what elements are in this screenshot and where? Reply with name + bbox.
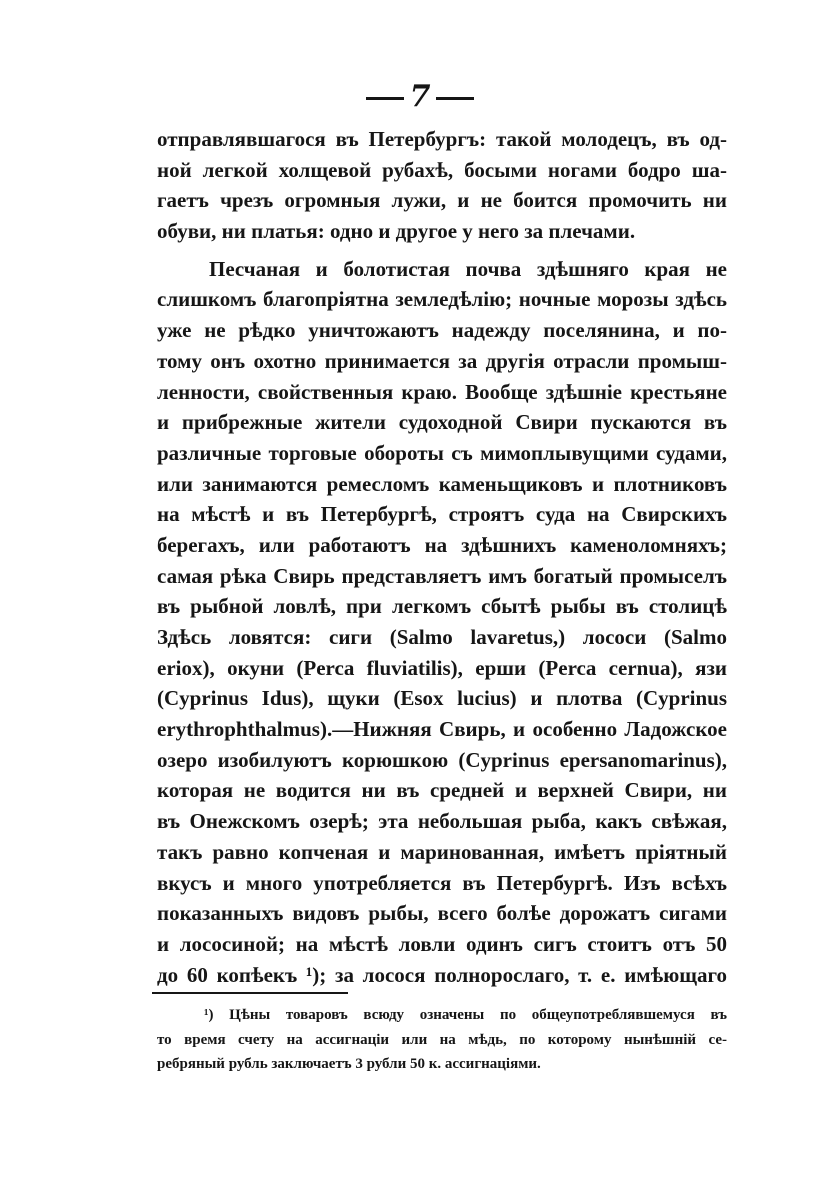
text-line: до 60 копѣекъ ¹); за лосося полнорослаго, т. е. имѣющаго xyxy=(157,962,727,987)
text-line: различные торговые обороты съ мимоплывущими судами, xyxy=(157,440,727,465)
text-line: озеро изобилуютъ корюшкою (Cyprinus epersanomarinus), xyxy=(157,747,727,772)
text-line: въ Онежскомъ озерѣ; эта небольшая рыба, какъ свѣжая, xyxy=(157,809,727,834)
text-line: и лососиной; на мѣстѣ ловли одинъ сигъ стоитъ отъ 50 xyxy=(157,931,727,956)
text-line: самая рѣка Свирь представляетъ имъ богатый промыселъ xyxy=(157,563,727,588)
text-line: Здѣсь ловятся: сиги (Salmo lavaretus,) лососи (Salmo xyxy=(157,625,727,649)
text-line: слишкомъ благопріятна земледѣлію; ночные морозы здѣсь xyxy=(157,287,727,312)
footnote-line: ¹) Цѣны товаровъ всюду означены по общеупотреблявшемуся въ xyxy=(204,1007,727,1023)
text-line: въ рыбной ловлѣ, при легкомъ сбытѣ рыбы въ столицѣ xyxy=(157,594,727,619)
page-number: 7 xyxy=(409,79,431,114)
left-dash xyxy=(366,97,404,100)
footnote-line: то время счету на ассигнаціи или на мѣдь, по которому нынѣшній се- xyxy=(157,1031,727,1048)
text-line: уже не рѣдко уничтожаютъ надежду поселянина, и по- xyxy=(157,318,727,343)
text-line: отправлявшагося въ Петербургъ: такой молодецъ, въ од- xyxy=(157,127,727,151)
text-line: и прибрежные жители судоходной Свири пускаются въ xyxy=(157,410,727,435)
text-line: показанныхъ видовъ рыбы, всего болѣе дорожатъ сигами xyxy=(157,901,727,926)
footnote xyxy=(157,1003,727,1077)
body-text xyxy=(157,124,727,990)
text-line: тому онъ охотно принимается за другія отрасли промыш- xyxy=(157,348,727,373)
text-line: берегахъ, или работаютъ на здѣшнихъ каменоломняхъ; xyxy=(157,532,727,557)
footnote-line: ребряный рубль заключаетъ 3 рубли 50 к. ассигнаціями. xyxy=(157,1056,541,1072)
paragraph-gap xyxy=(157,247,727,254)
footnote-divider xyxy=(152,992,348,994)
page-number-header xyxy=(0,79,840,114)
text-line: ленности, свойственныя краю. Вообще здѣшніе крестьяне xyxy=(157,379,727,404)
text-line: гаетъ чрезъ огромныя лужи, и не боится промочить ни xyxy=(157,188,727,213)
text-line: на мѣстѣ и въ Петербургѣ, строятъ суда на Свирскихъ xyxy=(157,502,727,527)
text-line: Песчаная и болотистая почва здѣшняго края не xyxy=(209,256,727,281)
text-line: которая не водится ни въ средней и верхней Свири, ни xyxy=(157,778,727,803)
text-line: обуви, ни платья: одно и другое у него за плечами. xyxy=(157,219,636,244)
text-line: или занимаются ремесломъ каменьщиковъ и плотниковъ xyxy=(157,471,727,496)
text-line: (Cyprinus Idus), щуки (Esox lucius) и плотва (Cyprinus xyxy=(157,686,727,711)
text-line: такъ равно копченая и маринованная, имѣетъ пріятный xyxy=(157,839,727,864)
right-dash xyxy=(436,97,474,100)
text-line: вкусъ и много употребляется въ Петербургѣ. Изъ всѣхъ xyxy=(157,870,727,895)
text-line: eriox), окуни (Perca fluviatilis), ерши (Perca cernua), язи xyxy=(157,655,727,680)
text-line: erythrophthalmus).—Нижняя Свирь, и особенно Ладожское xyxy=(157,717,727,742)
text-line: ной легкой холщевой рубахѣ, босыми ногами бодро ша- xyxy=(157,157,727,182)
